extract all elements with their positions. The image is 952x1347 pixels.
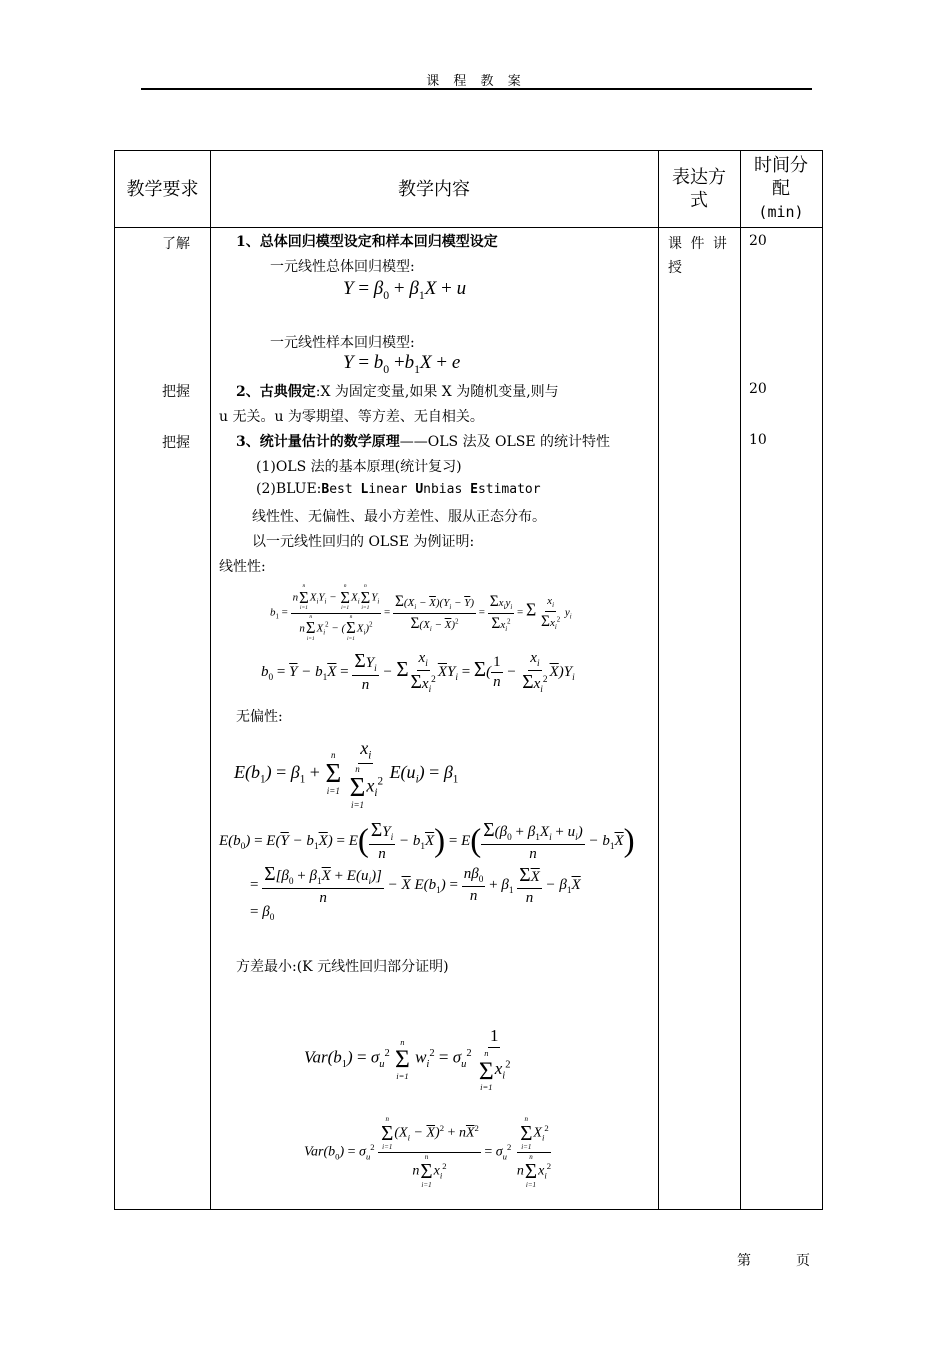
header-method-line2: 式 (690, 190, 708, 211)
population-model-label: 一元线性总体回归模型: (270, 259, 415, 275)
requirement-row-3: 把握 (162, 435, 190, 451)
page-footer-label: 第 (737, 1253, 751, 1269)
section-3-item-1: (1)OLS 法的基本原理(统计复习) (256, 459, 462, 475)
header-time-line1: 时间分 (754, 155, 808, 176)
section-2-line-2: u 无关。u 为零期望、等方差、无自相关。 (219, 409, 484, 425)
header-time (740, 151, 822, 227)
blue-letter-u: U (415, 482, 424, 497)
header-time-line3: (min) (758, 203, 804, 221)
section-2-line-1 (236, 381, 559, 401)
variance-b0-formula: $Var(b_0) = \sigma_u^2$ n Σ i=1 $(X_i - \overline{X})^2 + n\overline{X}^2$ n n Σ i=1 $x_i^2$ = $\sigma_u^2$ n Σ i=1 $X_i^2$ n n Σ i=1 $x_i^2$ (304, 1115, 552, 1189)
blue-word-inear: inear (368, 482, 416, 497)
time-row-3: 10 (749, 432, 767, 448)
column-divider (740, 151, 741, 1209)
requirement-row-1: 了解 (162, 236, 190, 252)
header-method-line1: 表达方 (672, 167, 726, 188)
population-model-equation: $Y = \beta_0 + \beta_1X + u$ (343, 278, 467, 302)
blue-word-nbias: nbias (423, 482, 471, 497)
column-divider (658, 151, 659, 1209)
section-1-title: 1、总体回归模型设定和样本回归模型设定 (236, 234, 498, 250)
blue-letter-e: E (470, 482, 478, 497)
header-rule (141, 88, 812, 90)
blue-word-est: est (329, 482, 361, 497)
b1-formula: $b_1$ = n n Σ i=1 $X_iY_i$ − n Σ i=1 $X_i$ n Σ i=1 $Y_i$ n n Σ i=1 $X_i^2$ − ( n Σ i=1 $X_i)^2$ = $\frac{\Sigma(X_i - \overline{X})(Y_i - \overline{Y})}{\Sigma(X_i - \overline{X})^2}$ = $\frac{\Sigma x_iy_i}{\Sigma x_i^2}$ = Σ $\frac{x_i}{\Sigma x_i^2}$ $y_i$ (270, 583, 572, 642)
section-3-properties: 线性性、无偏性、最小方差性、服从正态分布。 (252, 509, 546, 525)
linearity-label: 线性性: (219, 559, 266, 575)
document-header-title: 课 程 教 案 (426, 74, 526, 89)
expectation-b0-formula-line-2: = $\frac{\Sigma[\beta_0 + \beta_1\overline{X} + E(u_i)]}{n}$ − $\overline{X}$ $E(b_1)$ = $\frac{n\beta_0}{n}$ + $\beta_1$ $\frac{\Sigma\overline{X}}{n}$ − $\beta_1\overline{X}$ (250, 864, 581, 906)
time-row-1: 20 (749, 233, 767, 249)
column-divider (210, 151, 211, 1209)
blue-expansion (321, 482, 540, 497)
section-3-proof-intro: 以一元线性回归的 OLSE 为例证明: (252, 534, 475, 550)
blue-letter-b: B (321, 482, 330, 497)
expectation-b0-formula-line-1: $E(b_0) = E(\overline{Y} - b_1\overline{X}) = E$( $\frac{\Sigma Y_i}{n}$ − $b_1\overline{X}) = E$( $\frac{\Sigma(\beta_0 + \beta_1X_i + u_i)}{n}$ − $b_1\overline{X}$) (219, 820, 635, 862)
blue-word-stimator: stimator (477, 482, 541, 497)
page-footer-suffix: 页 (796, 1253, 810, 1269)
header-content: 教学内容 (398, 178, 470, 200)
header-requirement: 教学要求 (126, 178, 199, 200)
section-2-title: 2、古典假定 (236, 384, 316, 400)
method-row-1: 课 件 讲 (668, 236, 729, 252)
variance-b1-formula: $Var(b_1) = \sigma_u^2$ n Σ i=1 $w_i^2 = \sigma_u^2$ 1 n Σ i=1 $x_i^2$ (304, 1026, 511, 1092)
minimum-variance-label: 方差最小:(K 元线性回归部分证明) (236, 959, 449, 975)
section-3-line-1 (236, 431, 610, 451)
blue-letter-l: L (360, 482, 369, 497)
section-3-item-2 (256, 481, 541, 497)
method-row-1-line2: 授 (668, 260, 682, 276)
sample-model-equation: $Y = b_0 +b_1X + e$ (343, 352, 461, 376)
requirement-row-2: 把握 (162, 384, 190, 400)
header-method (658, 151, 740, 227)
section-2-text: :X 为固定变量,如果 X 为随机变量,则与 (315, 384, 559, 400)
b0-formula: $b_0 = \overline{Y} - b_1\overline{X}$ = $\frac{\Sigma Y_i}{n}$ − Σ $\frac{x_i}{\Sigma x_i^2}$ $\overline{X}Y_i = \Sigma$( $\frac{1}{n}$ − $\frac{x_i}{\Sigma x_i^2}$ $\overline{X})Y_i$ (261, 650, 575, 695)
time-row-2: 20 (749, 381, 767, 397)
expectation-b0-formula-line-3: = $\beta_0$ (250, 904, 275, 923)
header-time-line2: 配 (772, 178, 790, 199)
header-row-divider (115, 227, 822, 228)
expectation-b1-formula: $E(b_1) = \beta_1$ + n Σ i=1 $x_i$ n Σ i=1 $x_i^2$ $E(u_i) = \beta_1$ (234, 738, 459, 810)
unbiasedness-label: 无偏性: (236, 709, 283, 725)
sample-model-label: 一元线性样本回归模型: (270, 335, 415, 351)
blue-prefix: (2)BLUE: (256, 481, 322, 497)
section-3-title: 3、统计量估计的数学原理 (236, 434, 400, 450)
section-3-title-rest: ——OLS 法及 OLSE 的统计特性 (399, 434, 611, 450)
